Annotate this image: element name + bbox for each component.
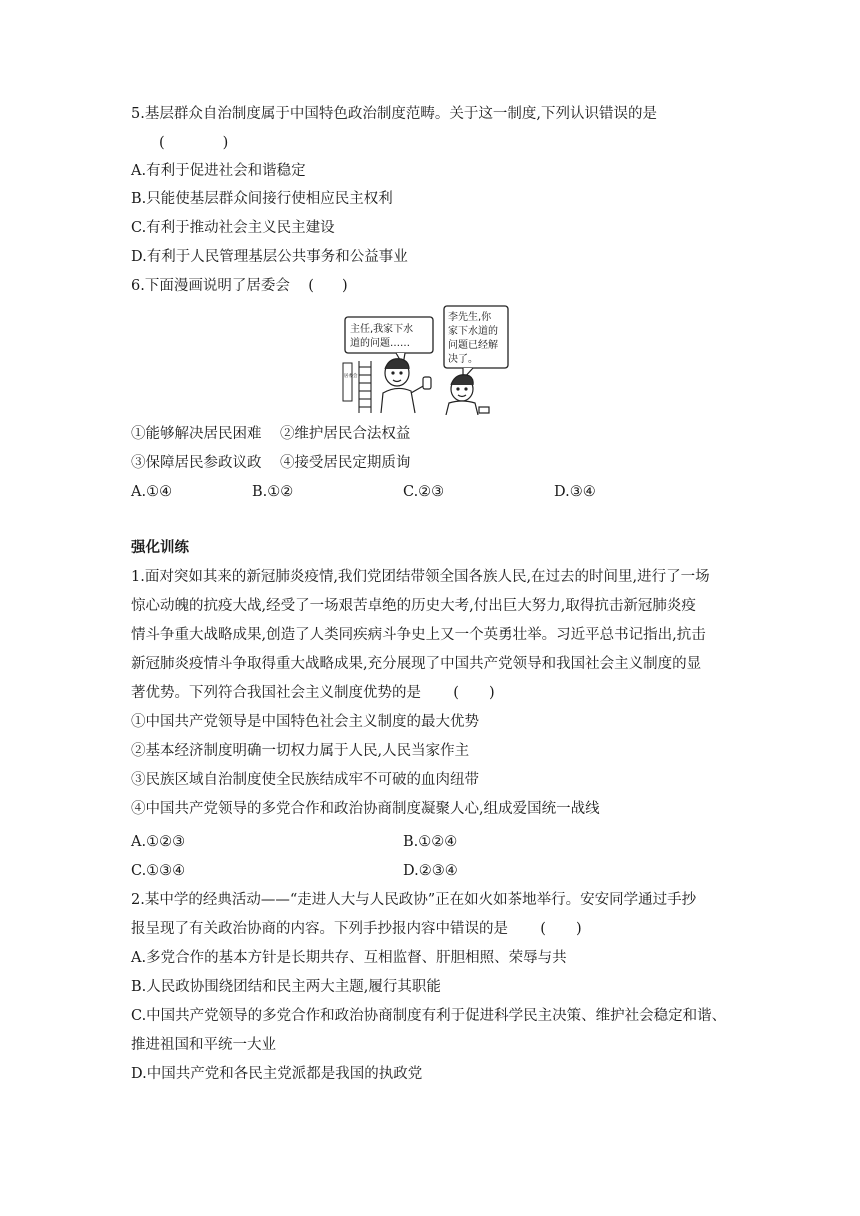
paren-open: ( <box>308 278 314 294</box>
s2-option-a: A.多党合作的基本方针是长期共存、互相监督、肝胆相照、荣辱与共 <box>131 950 567 966</box>
q6-option-b: B.①② <box>252 484 294 500</box>
s2-stem-line2 <box>131 919 582 939</box>
q5-answer-blank <box>159 133 228 153</box>
ladder-drawing <box>359 361 371 413</box>
bubble-left-line2: 道的问题…… <box>350 338 410 349</box>
s1-option-d: D.②③④ <box>403 863 458 879</box>
s1-stem-line3: 情斗争重大战略成果,创造了人类同疾病斗争史上又一个英勇壮举。习近平总书记指出,抗击 <box>131 627 706 643</box>
paren-close: ) <box>341 278 348 294</box>
s2-option-b: B.人民政协围绕团结和民主两大主题,履行其职能 <box>131 979 441 995</box>
committee-member-figure <box>446 375 489 415</box>
paren-close: ) <box>575 921 582 937</box>
q6-option-d: D.③④ <box>554 484 596 500</box>
section-title: 强化训练 <box>131 540 189 556</box>
signboard-text: 居委会 <box>344 374 358 379</box>
bubble-right-line4: 决了。 <box>448 354 478 365</box>
q6-statements-row1 <box>131 424 410 444</box>
resident-figure <box>381 359 431 413</box>
s1-option-a: A.①②③ <box>131 834 186 850</box>
s2-option-c-line2: 推进祖国和平统一大业 <box>131 1037 276 1053</box>
s2-stem-line1: 2.某中学的经典活动——“走进人大与人民政协”正在如火如茶地举行。安安同学通过手抄 <box>131 892 697 908</box>
q5-option-a: A.有利于促进社会和谐稳定 <box>131 163 306 179</box>
paren-open: ( <box>540 921 546 937</box>
q5-option-c: C.有利于推动社会主义民主建设 <box>131 220 335 236</box>
neighborhood-committee-cartoon <box>341 305 521 415</box>
q5-stem: 5.基层群众自治制度属于中国特色政治制度范畴。关于这一制度,下列认识错误的是 <box>131 106 657 122</box>
s1-stem-line2: 惊心动魄的抗疫大战,经受了一场艰苦卓绝的历史大考,付出巨大努力,取得抗击新冠肺炎疫 <box>131 598 696 614</box>
paren-open: ( <box>159 135 165 151</box>
s1-option-b: B.①②④ <box>403 834 458 850</box>
s1-item-1: ①中国共产党领导是中国特色社会主义制度的最大优势 <box>131 714 479 730</box>
bubble-right-line2: 家下水道的 <box>448 326 498 337</box>
q6-option-a: A.①④ <box>131 484 173 500</box>
s1-stem-last: 著优势。下列符合我国社会主义制度优势的是 <box>131 685 421 701</box>
s1-option-c: C.①③④ <box>131 863 186 879</box>
q6-option-c: C.②③ <box>403 484 445 500</box>
bubble-left-line1: 主任,我家下水 <box>350 324 414 335</box>
q6-item-4: ④接受居民定期质询 <box>279 455 411 471</box>
s1-stem-line1: 1.面对突如其来的新冠肺炎疫情,我们党团结带领全国各族人民,在过去的时间里,进行了一场 <box>131 569 710 585</box>
bubble-right-line1: 李先生,你 <box>448 312 492 323</box>
q6-item-2: ②维护居民合法权益 <box>279 426 411 442</box>
s2-option-c-line1: C.中国共产党领导的多党合作和政治协商制度有利于促进科学民主决策、维护社会稳定和谐、 <box>131 1008 727 1024</box>
paren-close: ) <box>222 135 229 151</box>
s1-item-4: ④中国共产党领导的多党合作和政治协商制度凝聚人心,组成爱国统一战线 <box>131 801 600 817</box>
s2-option-d: D.中国共产党和各民主党派都是我国的执政党 <box>131 1066 423 1082</box>
q6-stem <box>131 276 348 296</box>
q6-stem-text: 6.下面漫画说明了居委会 <box>131 278 290 294</box>
s1-stem-line5 <box>131 683 495 703</box>
s1-stem-line4: 新冠肺炎疫情斗争取得重大战略成果,充分展现了中国共产党领导和我国社会主义制度的显 <box>131 656 702 672</box>
paren-open: ( <box>453 685 459 701</box>
s1-item-3: ③民族区域自治制度使全民族结成牢不可破的血肉纽带 <box>131 772 479 788</box>
s2-stem-last: 报呈现了有关政治协商的内容。下列手抄报内容中错误的是 <box>131 921 508 937</box>
q6-statements-row2 <box>131 453 410 473</box>
q5-option-d: D.有利于人民管理基层公共事务和公益事业 <box>131 249 408 265</box>
bubble-right-line3: 问题已经解 <box>448 340 498 351</box>
q6-item-3: ③保障居民参政议政 <box>131 455 262 471</box>
s1-item-2: ②基本经济制度明确一切权力属于人民,人民当家作主 <box>131 743 470 759</box>
committee-signboard <box>343 363 352 401</box>
paren-close: ) <box>488 685 495 701</box>
q5-option-b: B.只能使基层群众间接行使相应民主权利 <box>131 191 393 207</box>
q6-item-1: ①能够解决居民困难 <box>131 426 262 442</box>
